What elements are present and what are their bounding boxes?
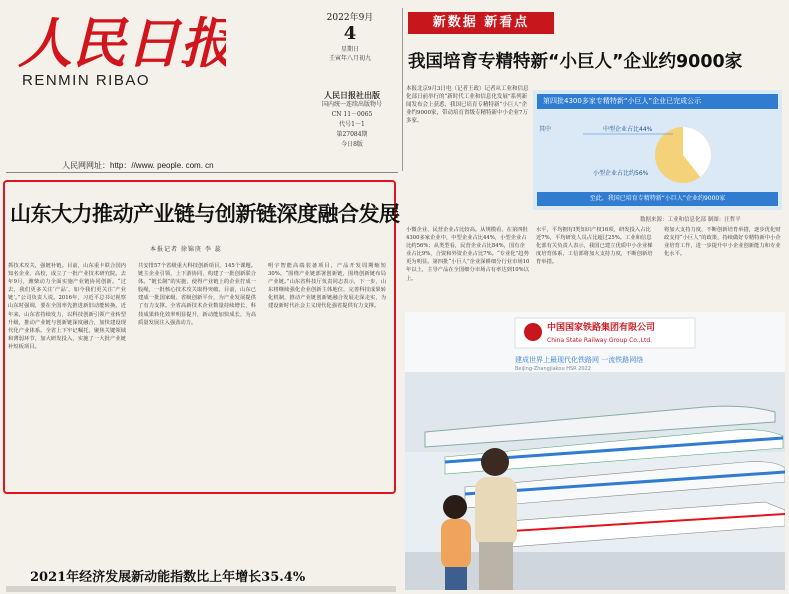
website-line: 人民网网址：http：//www. people. com. cn [62,161,214,170]
masthead-logo-icon [16,8,226,70]
bottom-headline[interactable]: 2021年经济发展新动能指数比上年增长35.4% [30,570,306,585]
right-text-col-b: 水平，平均拥有Ⅰ类知识产权16项，研发投入占比近7%，平均研发人员占比超过25%。工业和信息化部有关负责人表示，我国已建立优质中小企业梯度培育体系，工信部将加大支持力度，不断创新培育举措。 [536,227,653,266]
photo-sign-en: China State Railway Group Co.,Ltd. [547,337,653,344]
year-month: 2022年9月 [326,13,374,23]
day-number: 4 [343,23,357,44]
code-number: 代号1－1 [339,121,365,128]
infographic-title: 第四批4300多家专精特新“小巨人”企业已完成公示 [537,94,778,109]
date-box [300,10,400,63]
feature-title[interactable]: 山东大力推动产业链与创新链深度融合发展 [10,202,400,226]
feature-col-3: 明宇智能高端装备项目，产品开发周期缩短30%。“围绕产业链部署创新链，围绕创新链布局产业链。”山东省科技厅负责同志表示，下一步，山东将继续强化企业创新主体地位，完善科技成果转化机制，推动产业链创新链融合发展走深走实，为建设新时代社会主义现代化强省提供有力支撑。 [268,263,386,310]
infographic-label-medium: 中型企业占比44% [603,126,653,133]
train-exhibit-image [405,312,785,590]
exhibition-photo [405,312,785,590]
right-headline[interactable]: 我国培育专精特新“小巨人”企业约9000家 [408,52,743,72]
lunar-date: 壬寅年八月初九 [328,55,371,62]
column-divider [402,8,403,171]
photo-sign-cn: 中国国家铁路集团有限公司 [547,323,656,333]
feature-col-1: 抓技术攻关，强链补链。目前，山东重卡联合国内知名企业、高校，成立了一批产业技术研究院。去年9月，潍柴动力全面实施产业链协同创新。“过去，我们更多关注‘产品’，如今我们更关注‘产业链’。”公司负责人说。2016年，习近平总书记视察山东时强调，要在全国率先推进新旧动能转换。近年来，山东省持续发力，以科技创新引领产业转型升级，推动产业链与创新链深度融合，加快建设现代化产业体系。全省上下牢记嘱托，聚焦关键领域和薄弱环节，加大研发投入，实施了一大批产业链补短板项目。 [8,263,126,350]
right-text-col-a: 小微企业、民营企业占比较高。从规模看，在第四批4300多家企业中，中型企业占比44%，小型企业占比约56%；从类型看，民营企业占比84%，国有企业占比9%，合资和外资企业占比7%。“专业化”趋势更为明显。第四批“小巨人”企业深耕细分行业市场10年以上，主导产品在全国细分市场占有率达到10%以上。 [406,227,530,282]
infographic-label-small: 小型企业占比约56% [593,170,649,177]
masthead-pinyin: RENMIN RIBAO [22,72,151,89]
infographic-credits: 数据来源：工业和信息化部 制图：汪哲平 [640,217,741,223]
weekday: 星期日 [340,46,359,53]
feature-byline: 本报记者 徐锦庚 李 蕊 [150,246,222,253]
section-tag: 新数据 新看点 [408,12,554,34]
page-count: 今日8版 [341,141,363,148]
logo-text: 人民日报 [18,11,226,70]
issn-label: 国内统一连续出版物号 [321,101,382,108]
photo-banner-en: Beijing-Zhangjiakou HSR 2022 [515,366,591,372]
infographic-label-among: 其中 [539,126,552,133]
masthead-logo [16,8,226,70]
cut-off-text-strip [6,586,396,592]
masthead-divider [6,172,398,173]
publisher-box [306,90,398,150]
photo-banner: 建成世界上最现代化铁路网 一流铁路网络 [515,356,644,364]
cn-number: CN 11－0065 [331,111,373,118]
right-lead-text: 本报北京9月3日电（记者王政）记者从工业和信息化部日前举行的“新时代工业和信息化发展”系列新闻发布会上获悉，我国已培育专精特新“小巨人”企业约9000家，带动培育省级专精特新中小企业7万多家。 [406,86,529,124]
publisher-name: 人民日报社出版 [324,90,380,100]
feature-col-2: 共安排57个省级重大科技创新项目，145个课题。链主企业引领，上下游协同，构建了一批创新联合体。“链长制”的实施，使得产业链上的企业拧成一股绳，一批核心技术攻关取得突破。目前，山东已建成一批国家级、省级创新平台，为产业发展提供了有力支撑。全省高新技术企业数量持续增长，科技成果转化效率明显提升，新动能加快成长，为高质量发展注入强劲动力。 [138,263,256,326]
infographic-bottom: 至此，我国已培育专精特新“小巨人”企业约9000家 [537,192,778,206]
issue-number: 第27084期 [336,131,368,138]
right-text-col-c: 将加大支持力度，不断创新培育举措，逐步优化财政支持“小巨人”的政策，持续做好专精特新中小企业培育工作，进一步提升中小企业创新能力和专业化水平。 [664,227,781,258]
infographic [533,90,782,210]
